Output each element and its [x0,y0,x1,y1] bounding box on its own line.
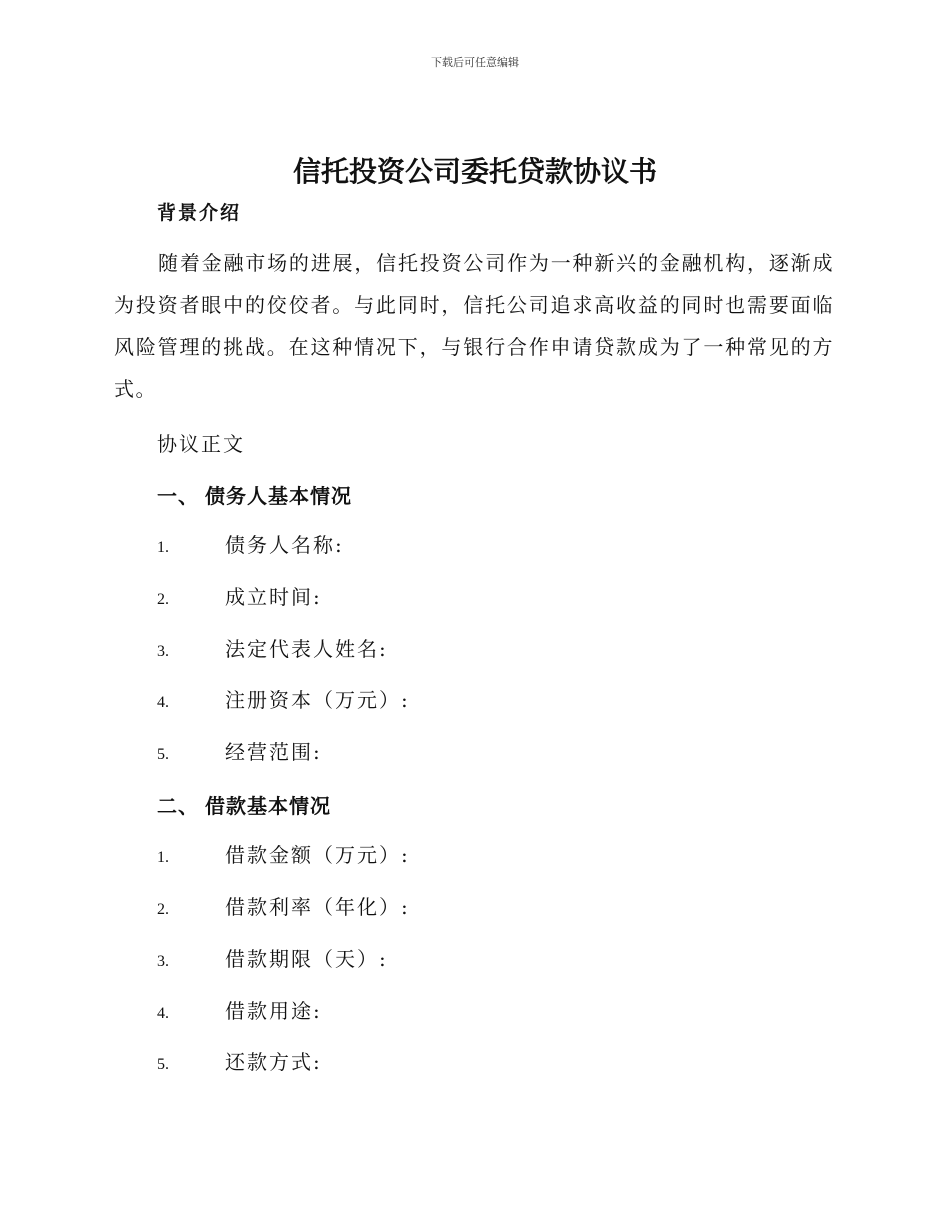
list-item [157,997,322,1025]
list-item [157,738,322,766]
document-title: 信托投资公司委托贷款协议书 [292,155,657,188]
list-item [157,686,410,714]
item-label: 债务人名称: [225,533,344,557]
item-label: 成立时间: [225,585,322,609]
item-index: 4. [157,694,169,711]
list-item [157,893,410,921]
list-item [157,635,388,663]
item-index: 2. [157,901,169,918]
item-index: 3. [157,643,169,660]
list-item [157,945,388,973]
background-paragraph: 随着金融市场的进展，信托投资公司作为一种新兴的金融机构，逐渐成为投资者眼中的佼佼者。与此同时，信托公司追求高收益的同时也需要面临风险管理的挑战。在这种情况下，与银行合作申请贷款成为了一种常见的方式。 [114,251,834,401]
list-item [157,583,322,611]
item-index: 4. [157,1005,169,1022]
section-heading-debtor [157,480,352,509]
section-heading-loan [157,790,331,819]
item-label: 还款方式: [225,1050,322,1074]
background-heading: 背景介绍 [157,202,242,224]
agreement-heading: 协议正文 [157,432,245,456]
section-title: 债务人基本情况 [205,484,352,508]
list-item [157,531,344,559]
item-label: 借款用途: [225,999,322,1023]
section-number: 一、 [157,484,199,508]
section-title: 借款基本情况 [205,794,331,818]
item-label: 借款金额（万元）: [225,843,410,867]
item-index: 3. [157,953,169,970]
item-index: 5. [157,1056,169,1073]
item-label: 法定代表人姓名: [225,637,388,661]
section-number: 二、 [157,794,199,818]
header-note: 下载后可任意编辑 [431,56,519,69]
item-index: 1. [157,539,169,556]
item-label: 借款期限（天）: [225,947,388,971]
item-index: 1. [157,849,169,866]
item-label: 借款利率（年化）: [225,895,410,919]
item-label: 注册资本（万元）: [225,688,410,712]
item-label: 经营范围: [225,740,322,764]
item-index: 2. [157,591,169,608]
list-item [157,1048,322,1076]
item-index: 5. [157,746,169,763]
list-item [157,841,410,869]
